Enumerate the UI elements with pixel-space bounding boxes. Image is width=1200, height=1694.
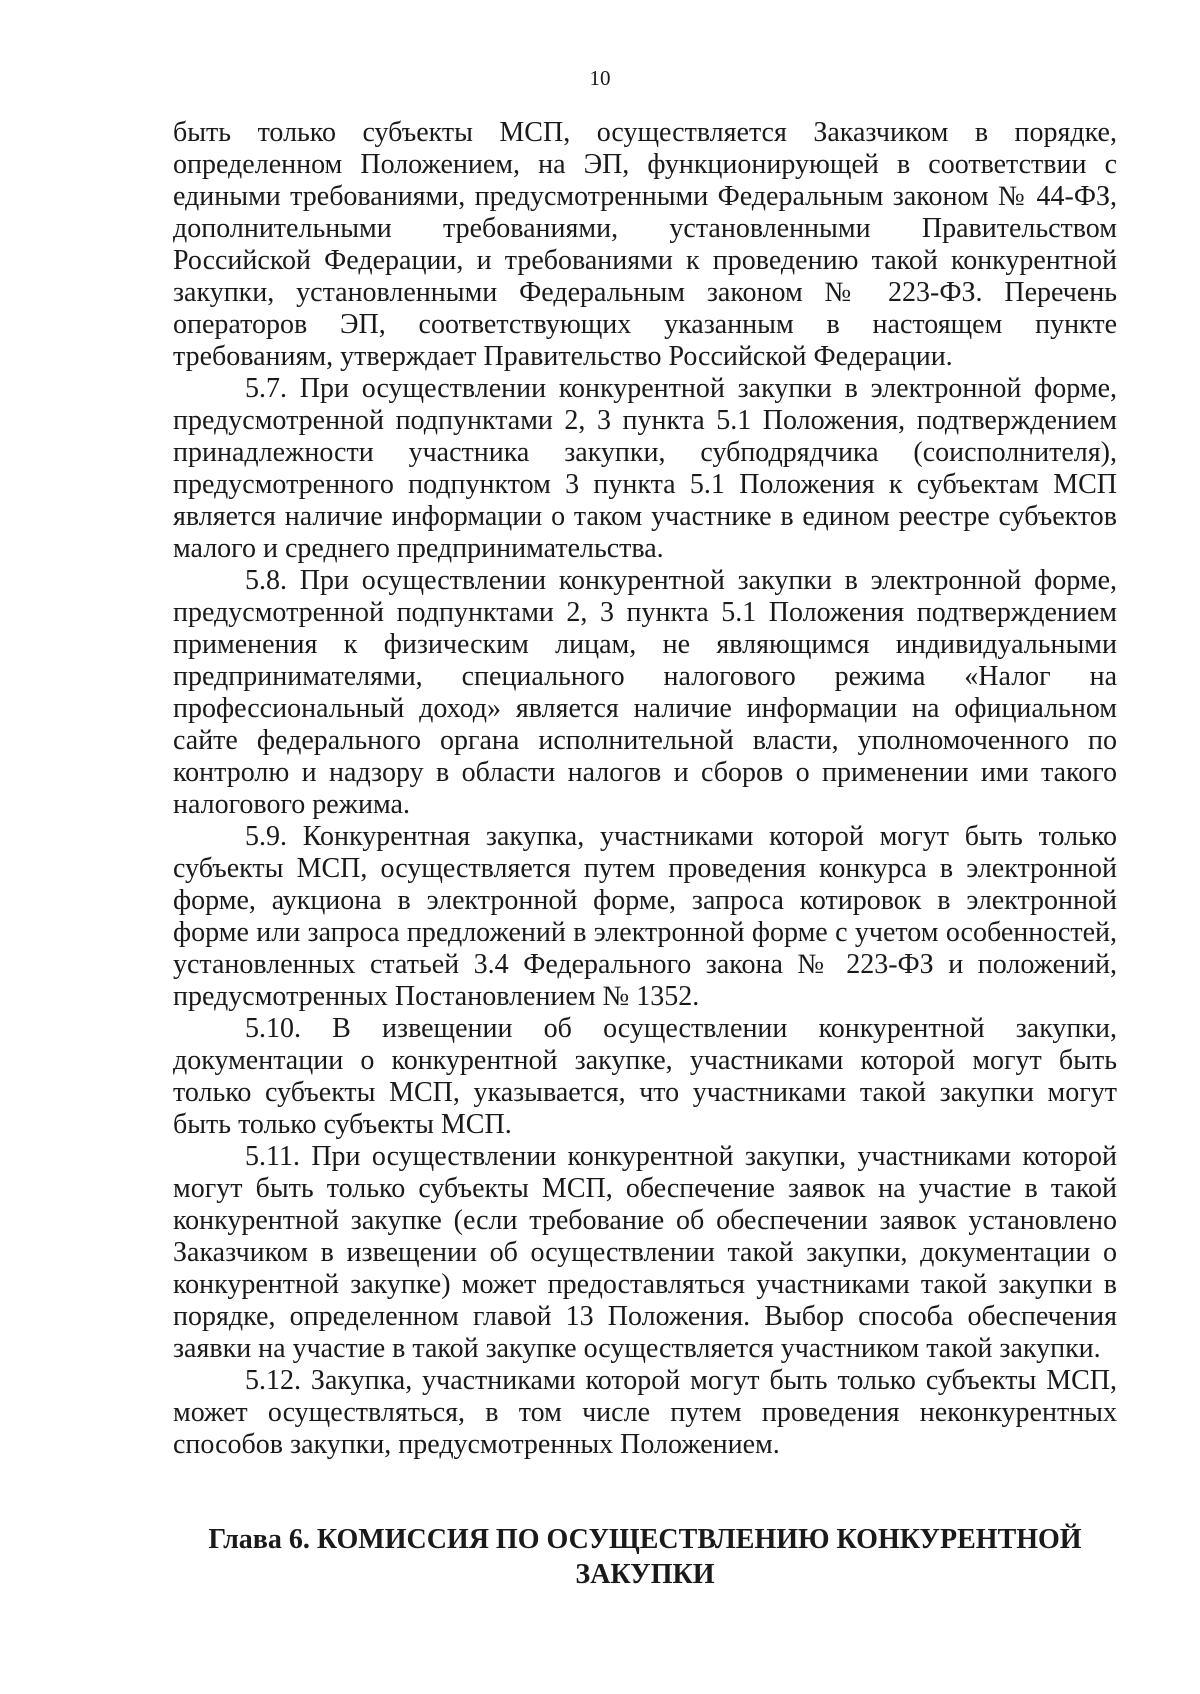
chapter-heading-line-1: Глава 6. КОМИССИЯ ПО ОСУЩЕСТВЛЕНИЮ КОНКУРЕНТНОЙ [208,1524,1082,1555]
chapter-heading [173,1522,1117,1592]
paragraph-5-8: 5.8. При осуществлении конкурентной закупки в электронной форме, предусмотренной подпунктами 2, 3 пункта 5.1 Положения подтверждением применения к физическим лицам, не являющимся индивидуальными предпринимателями, специального налогового режима «Налог на профессиональный доход» является наличие информации на официальном сайте федерального органа исполнительной власти, уполномоченного по контролю и надзору в области налогов и сборов о применении ими такого налогового режима. [173,565,1117,820]
page-number: 10 [589,66,611,90]
paragraph-5-10: 5.10. В извещении об осуществлении конкурентной закупки, документации о конкурентной закупке, участниками которой могут быть только субъекты МСП, указывается, что участниками такой закупки могут быть только субъекты МСП. [173,1013,1117,1140]
document-body [173,117,1117,1461]
paragraph-5-11: 5.11. При осуществлении конкурентной закупки, участниками которой могут быть только субъекты МСП, обеспечение заявок на участие в такой конкурентной закупке (если требование об обеспечении заявок установлено Заказчиком в извещении об осуществлении такой закупки, документации о конкурентной закупке) может предоставляться участниками такой закупки в порядке, определенном главой 13 Положения. Выбор способа обеспечения заявки на участие в такой закупке осуществляется участником такой закупки. [173,1141,1117,1364]
paragraph-5-7: 5.7. При осуществлении конкурентной закупки в электронной форме, предусмотренной подпунктами 2, 3 пункта 5.1 Положения, подтверждением принадлежности участника закупки, субподрядчика (соисполнителя), предусмотренного подпунктом 3 пункта 5.1 Положения к субъектам МСП является наличие информации о таком участнике в едином реестре субъектов малого и среднего предпринимательства. [173,373,1117,564]
paragraph-5-9: 5.9. Конкурентная закупка, участниками которой могут быть только субъекты МСП, осуществляется путем проведения конкурса в электронной форме, аукциона в электронной форме, запроса котировок в электронной форме или запроса предложений в электронной форме с учетом особенностей, установленных статьей 3.4 Федерального закона № 223-ФЗ и положений, предусмотренных Постановлением № 1352. [173,821,1117,1012]
chapter-heading-line-2: ЗАКУПКИ [575,1559,715,1590]
paragraph-5-12: 5.12. Закупка, участниками которой могут быть только субъекты МСП, может осуществляться, в том числе путем проведения неконкурентных способов закупки, предусмотренных Положением. [173,1365,1117,1460]
paragraph-continuation: быть только субъекты МСП, осуществляется Заказчиком в порядке, определенном Положением, на ЭП, функционирующей в соответствии с едиными требованиями, предусмотренными Федеральным законом № 44-ФЗ, дополнительными требованиями, установленными Правительством Российской Федерации, и требованиями к проведению такой конкурентной закупки, установленными Федеральным законом № 223-ФЗ. Перечень операторов ЭП, соответствующих указанным в настоящем пункте требованиям, утверждает Правительство Российской Федерации. [173,117,1117,372]
